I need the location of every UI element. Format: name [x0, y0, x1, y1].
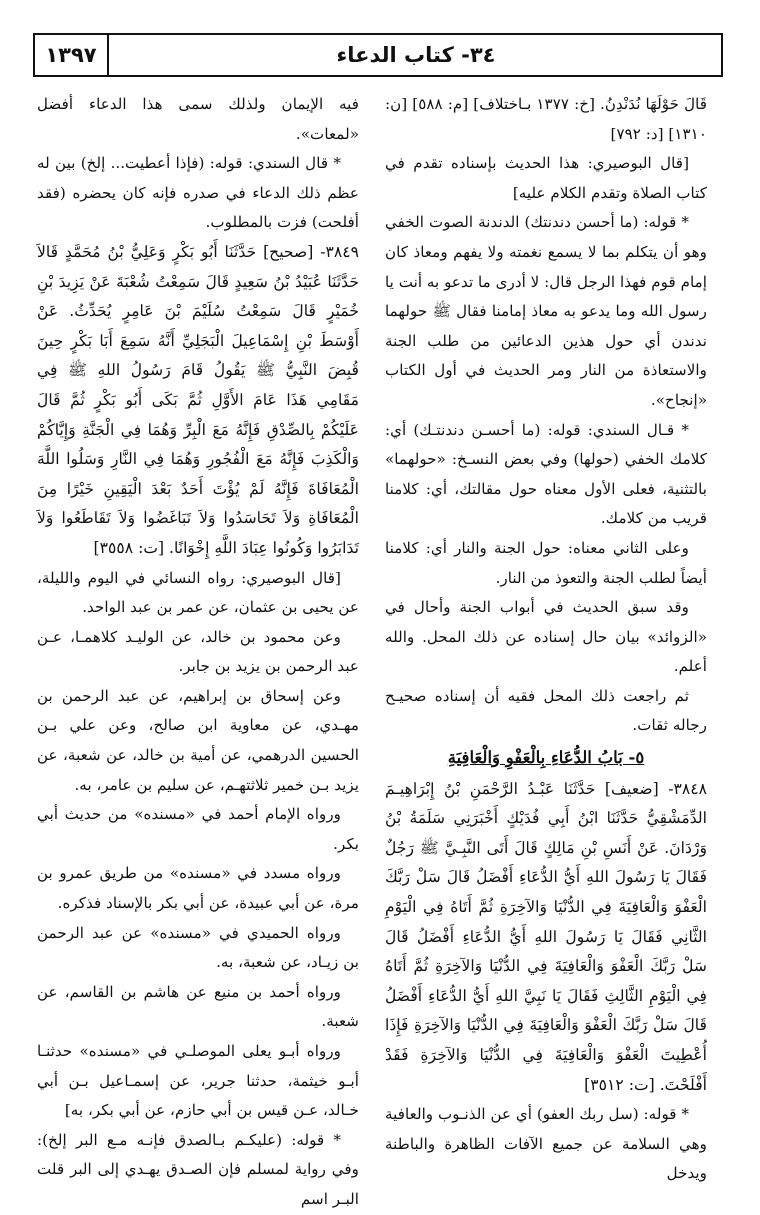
page-number: ١٣٩٧ [35, 35, 109, 75]
hadith-3849: ٣٨٤٩- [صحيح] حَدَّثَنَا أَبُو بَكْرٍ وَعَلِيُّ بْنُ مُحَمَّدٍ قَالاَ حَدَّثَنَا عُبَيْدُ بْنُ سَعِيدٍ قَالَ سَمِعْتُ شُعْبَةَ عَنْ يَزِيدَ بْنِ خُمَيْرٍ قَالَ سَمِعْتُ سُلَيْمَ بْنَ عَامِرٍ يُحَدِّثُ. عَنْ أَوْسَطَ بْنِ إِسْمَاعِيلَ الْبَجَلِيِّ أَنَّهُ سَمِعَ أَبَا بَكْرٍ حِينَ قُبِضَ النَّبِيُّ ﷺ يَقُولُ قَامَ رَسُولُ اللهِ ﷺ فِي مَقَامِي هَذَا عَامَ الأَوَّلِ ثُمَّ بَكَى أَبُو بَكْرٍ ثُمَّ قَالَ عَلَيْكُمْ بِالصِّدْقِ فَإِنَّهُ مَعَ الْبِرِّ وَهُمَا فِي الْجَنَّةِ وَإِيَّاكُمْ وَالْكَذِبَ فَإِنَّهُ مَعَ الْفُجُورِ وَهُمَا فِي النَّارِ وَسَلُوا اللَّهَ الْمُعَافَاةَ فَإِنَّهُ لَمْ يُؤْتَ أَحَدٌ بَعْدَ الْيَقِينِ خَيْرًا مِنَ الْمُعَافَاةِ وَلاَ تَحَاسَدُوا وَلاَ تَبَاغَضُوا وَلاَ تَقَاطَعُوا وَلاَ تَدَابَرُوا وَكُونُوا عِبَادَ اللَّهِ إِخْوَانًا. [ت: ٣٥٥٨] [37, 242, 359, 557]
commentary-previous-reference: وقد سبق الحديث في أبواب الجنة وأحال في «الزوائد» بيان حال إسناده عن ذلك المحل. والله أعلم. [385, 598, 707, 676]
hadith-ending: قَالَ حَوْلَهَا نُدَنْدِنُ. [خ: ١٣٧٧ بـاختلاف] [م: ٥٨٨] [ن: ١٣١٠] [د: ٧٩٢] [385, 95, 707, 143]
footnote-sidq: * قوله: (عليكـم بـالصدق فإنـه مـع البر إلخ): وفي رواية لمسلم فإن الصـدق يهـدي إلى البر قلت البـر اسم [37, 1130, 359, 1208]
chapter-title: ٥- بَابُ الدُّعَاءِ بِالْعَفْوِ وَالْعَافِيَةِ [447, 748, 645, 768]
commentary-dandana: * قوله: (ما أحسن دندنتك) الدندنة الصوت الخفي وهو أن يتكلم بما لا يسمع نغمته ولا يفهم ومعاذ كان إمام قوم فهذا الرجل قال: لا أدرى ما تدعو به أنت يا رسول الله وما يدعو به معاذ إمامنا فقال ﷺ حولهما ندندن أي حول هذين الدعائين من طلب الجنة والاستعاذة من النار ومر الحديث في أول الكتاب «إنجاح». [385, 213, 707, 409]
left-column [37, 90, 359, 1208]
busiri-line: ورواه الإمام أحمد في «مسنده» من حديث أبي بكر. [37, 805, 359, 853]
footnote-afw: * قوله: (سل ربك العفو) أي عن الذنـوب والعافية وهي السلامة عن جميع الآفات الظاهرة والباطنة ويدخل [385, 1105, 707, 1183]
book-title: ٣٤- كتاب الدعاء [336, 43, 496, 67]
page-header [33, 33, 723, 77]
busiri-line: وعن محمود بن خالد، عن الوليـد كلاهمـا، عـن عبد الرحمن بن يزيد بن جابر. [37, 627, 359, 676]
busiri-line: [قال البوصيري: رواه النسائي في اليوم والليلة، عن يحيى بن عثمان، عن عمر بن عبد الواحد. [37, 568, 359, 617]
busiri-line: ورواه الحميدي في «مسنده» عن عبد الرحمن بن زيـاد، عن شعبة، به. [37, 923, 359, 972]
commentary-sindi: * قـال السندي: قوله: (ما أحسـن دندنتـك) أي: كلامك الخفي (حولها) وفي بعض النسـخ: «حولهما» بالتثنية، فعلى الأول معناه حول مقالتك، أي: كلامنا قريب من كلامك. [385, 420, 707, 528]
commentary-second-meaning: وعلى الثاني معناه: حول الجنة والنار أي: كلامنا أيضاً لطلب الجنة والتعوذ من النار. [385, 538, 707, 587]
busiri-line: ورواه مسدد في «مسنده» من طريق عمرو بن مرة، عن أبي عبيدة، عن أبي بكر بالإسناد فذكره. [37, 864, 359, 913]
busiri-line: ورواه أبـو يعلى الموصلـي في «مسنده» حدثنـا أبـو خيثمة، حدثنا جرير، عن إسمـاعيل بـن أبي خـالد، عـن قيس بن أبي حازم، عن أبي بكر، به] [37, 1042, 359, 1120]
commentary-intro: فيه الإيمان ولذلك سمى هذا الدعاء أفضل «لمعات». [37, 95, 359, 143]
commentary-isnad: ثم راجعت ذلك المحل فقيه أن إسناده صحيـح رجاله ثقات. [385, 686, 707, 735]
commentary-sindi-left: * قال السندي: قوله: (فإذا أعطيت... إلخ) بين له عظم ذلك الدعاء في صدره فإنه كان يحضره (فقد أفلحت) فزت بالمطلوب. [37, 154, 359, 232]
right-column [385, 90, 707, 1183]
busiri-note: [قال البوصيري: هذا الحديث بإسناده تقدم في كتاب الصلاة وتقدم الكلام عليه] [385, 154, 707, 202]
hadith-3848: ٣٨٤٨- [ضعيف] حَدَّثَنَا عَبْـدُ الرَّحْمَنِ بْنُ إِبْرَاهِيـمَ الدِّمَشْقِيُّ حَدَّثَنَا ابْنُ أَبِي فُدَيْكٍ أَخْبَرَنِي سَلَمَةُ بْنُ وَرْدَانَ. عَنْ أَنَسِ بْنِ مَالِكٍ قَالَ أَتَى النَّبِـيَّ ﷺ رَجُلٌ فَقَالَ يَا رَسُولَ اللهِ أَيُّ الدُّعَاءِ أَفْضَلُ قَالَ سَلْ رَبَّكَ الْعَفْوَ وَالْعَافِيَةَ فِي الدُّنْيَا وَالآخِرَةِ ثُمَّ أَتَاهُ فِي الْيَوْمِ الثَّانِي فَقَالَ يَا رَسُولَ اللهِ أَيُّ الدُّعَاءِ أَفْضَلُ قَالَ سَلْ رَبَّكَ الْعَفْوَ وَالْعَافِيَةَ فِي الدُّنْيَا وَالآخِرَةِ ثُمَّ أَتَاهُ فِي الْيَوْمِ الثَّالِثِ فَقَالَ يَا نَبِيَّ اللهِ أَيُّ الدُّعَاءِ أَفْضَلُ قَالَ سَلْ رَبَّكَ الْعَفْوَ وَالْعَافِيَةَ فِي الدُّنْيَا وَالآخِرَةِ فَإِذَا أُعْطِيتَ الْعَفْوَ وَالْعَافِيَةَ فِي الدُّنْيَا وَالآخِرَةِ فَقَدْ أَفْلَحْتَ. [ت: ٣٥١٢] [385, 779, 707, 1094]
busiri-line: وعن إسحاق بن إبراهيم، عن عبد الرحمن بن مهـدي، عن معاوية ابن صالح، وعن علي بـن الحسين الدرهمي، عن أمية بن خالد، عن شعبة، عن يزيد بـن خمير ثلاثتهـم، عن سليم بن عامر، به. [37, 686, 359, 794]
busiri-line: ورواه أحمد بن منيع عن هاشم بن القاسم، عن شعبة. [37, 982, 359, 1031]
